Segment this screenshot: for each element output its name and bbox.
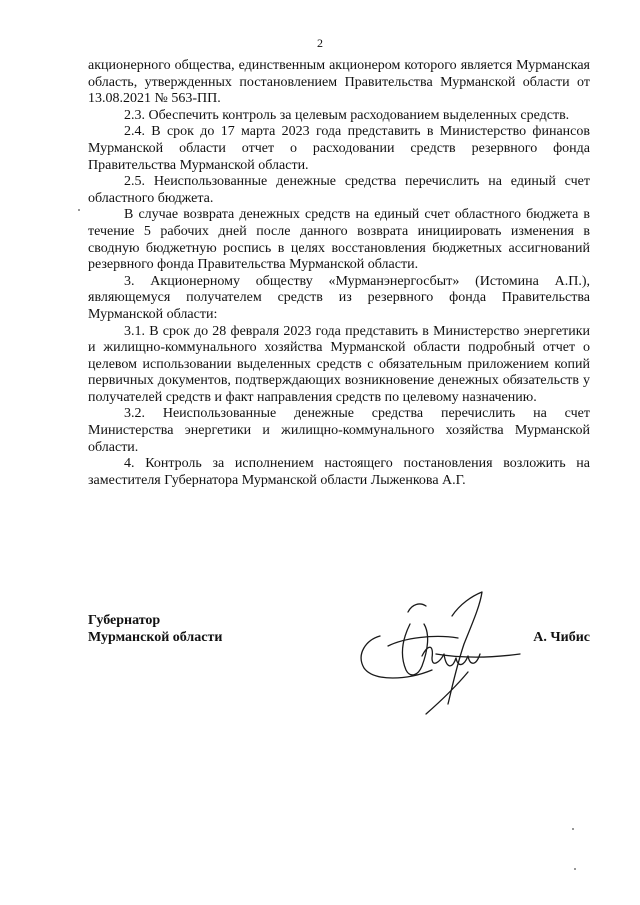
scan-speck <box>572 828 574 830</box>
handwritten-signature <box>348 584 578 724</box>
scan-speck <box>574 868 576 870</box>
signatory-name: А. Чибис <box>533 630 590 645</box>
paragraph-9: 4. Контроль за исполнением настоящего постановления возложить на заместителя Губернатора Мурманской области Лыженкова А.Г. <box>88 456 590 488</box>
paragraph-7: 3.1. В срок до 28 февраля 2023 года представить в Министерство энергетики и жилищно-коммунального хозяйства Мурманской области подробный отчет о целевом использовании выделенных средств с обязательным приложением копий первичных документов, подтверждающих возникновение денежных обязательств у получателей средств и факт направления средств по целевому назначению. <box>88 323 590 405</box>
paragraph-1: акционерного общества, единственным акционером которого является Мурманская область, утвержденных постановлением Правительства Мурманской области от 13.08.2021 № 563-ПП. <box>88 58 590 107</box>
paragraph-3: 2.4. В срок до 17 марта 2023 года представить в Министерство финансов Мурманской области отчет о расходовании средств резервного фонда Правительства Мурманской области. <box>88 124 590 173</box>
document-body <box>88 58 590 489</box>
page-number: 2 <box>317 36 323 50</box>
signature-block <box>88 612 590 712</box>
paragraph-4: 2.5. Неиспользованные денежные средства перечислить на единый счет областного бюджета. <box>88 174 590 206</box>
paragraph-8: 3.2. Неиспользованные денежные средства перечислить на счет Министерства энергетики и жилищно-коммунального хозяйства Мурманской области. <box>88 406 590 455</box>
signatory-title <box>88 612 222 646</box>
signatory-title-line1: Губернатор <box>88 613 161 628</box>
paragraph-2: 2.3. Обеспечить контроль за целевым расходованием выделенных средств. <box>124 107 570 123</box>
paragraph-5: В случае возврата денежных средств на единый счет областного бюджета в течение 5 рабочих дней после данного возврата инициировать изменения в сводную бюджетную роспись в целях восстановления бюджетных ассигнований резервного фонда Правительства Мурманской области. <box>88 207 590 273</box>
paragraph-6: 3. Акционерному обществу «Мурманэнергосбыт» (Истомина А.П.), являющемуся получателем средств из резервного фонда Правительства Мурманской области: <box>88 273 590 322</box>
signatory-title-line2: Мурманской области <box>88 630 223 645</box>
scan-speck <box>78 209 80 211</box>
